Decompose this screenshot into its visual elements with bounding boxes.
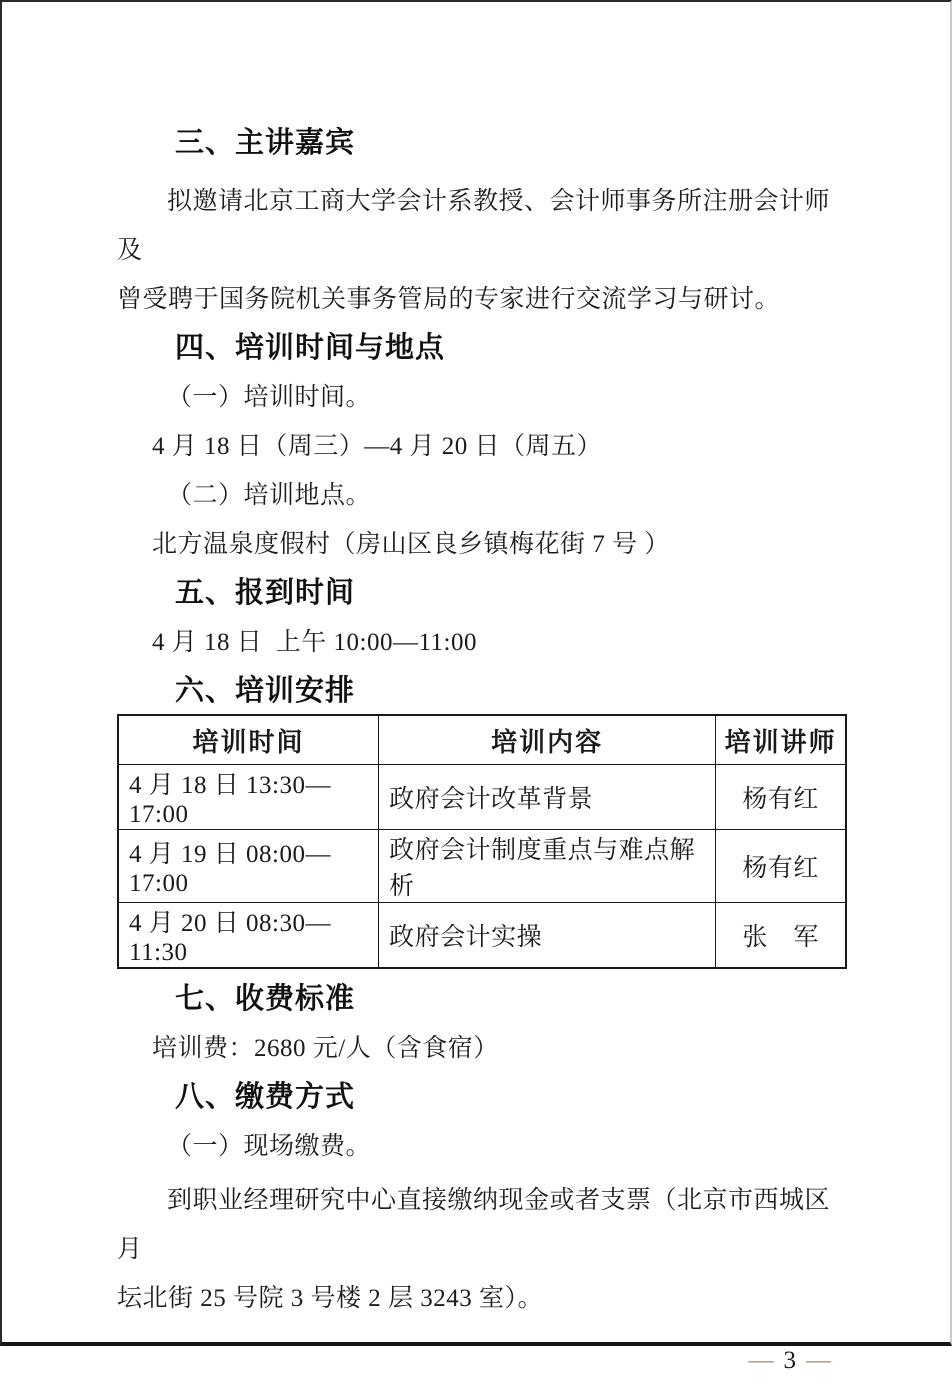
heading-speakers: 三、主讲嘉宾: [175, 127, 356, 159]
heading-schedule: 六、培训安排: [175, 675, 356, 707]
schedule-teacher-cell: 杨有红: [716, 765, 846, 830]
fee-text: 培训费：2680 元/人（含食宿）: [152, 1035, 499, 1062]
payment-item-label: （一）现场缴费。: [167, 1133, 372, 1160]
time-item-label: （一）培训时间。: [167, 384, 372, 411]
training-venue: 北方温泉度假村（房山区良乡镇梅花街 7 号 ）: [152, 531, 670, 558]
page-number-dash-left: —: [748, 1347, 774, 1374]
schedule-teacher-cell: 杨有红: [716, 830, 846, 903]
schedule-time-cell: 4 月 20 日 08:30—11:30: [118, 903, 379, 969]
table-row: [118, 830, 846, 903]
schedule-header-row: [118, 715, 846, 765]
speakers-paragraph-line-1: 拟邀请北京工商大学会计系教授、会计师事务所注册会计师及: [117, 188, 831, 264]
schedule-time-cell: 4 月 18 日 13:30—17:00: [118, 765, 379, 830]
page-number-dash-right: —: [806, 1347, 831, 1374]
heading-payment: 八、缴费方式: [175, 1081, 356, 1113]
document-content: [117, 2, 847, 1385]
schedule-content-cell: 政府会计制度重点与难点解析: [379, 830, 716, 903]
page-number-value: 3: [783, 1347, 796, 1374]
schedule-header-teacher: 培训讲师: [716, 715, 846, 765]
table-row: [118, 765, 846, 830]
schedule-content-cell: 政府会计实操: [379, 903, 716, 969]
table-row: [118, 903, 846, 969]
place-item-label: （二）培训地点。: [167, 482, 372, 509]
page-number: [117, 1336, 847, 1385]
heading-time-place: 四、培训时间与地点: [175, 332, 446, 364]
speakers-paragraph-line-2: 曾受聘于国务院机关事务管局的专家进行交流学习与研讨。: [117, 286, 781, 313]
payment-paragraph-line-2: 坛北街 25 号院 3 号楼 2 层 3243 室）。: [117, 1285, 544, 1312]
schedule-header-time: 培训时间: [118, 715, 379, 765]
schedule-header-content: 培训内容: [379, 715, 716, 765]
schedule-teacher-cell: 张 军: [716, 903, 846, 969]
training-date-range: 4 月 18 日（周三）—4 月 20 日（周五）: [152, 433, 603, 460]
schedule-content-cell: 政府会计改革背景: [379, 765, 716, 830]
payment-paragraph-line-1: 到职业经理研究中心直接缴纳现金或者支票（北京市西城区月: [117, 1187, 831, 1263]
checkin-time: 4 月 18 日 上午 10:00—11:00: [152, 629, 477, 656]
heading-fee: 七、收费标准: [175, 983, 356, 1015]
schedule-table: [117, 714, 847, 969]
heading-checkin: 五、报到时间: [175, 577, 356, 609]
schedule-time-cell: 4 月 19 日 08:00—17:00: [118, 830, 379, 903]
